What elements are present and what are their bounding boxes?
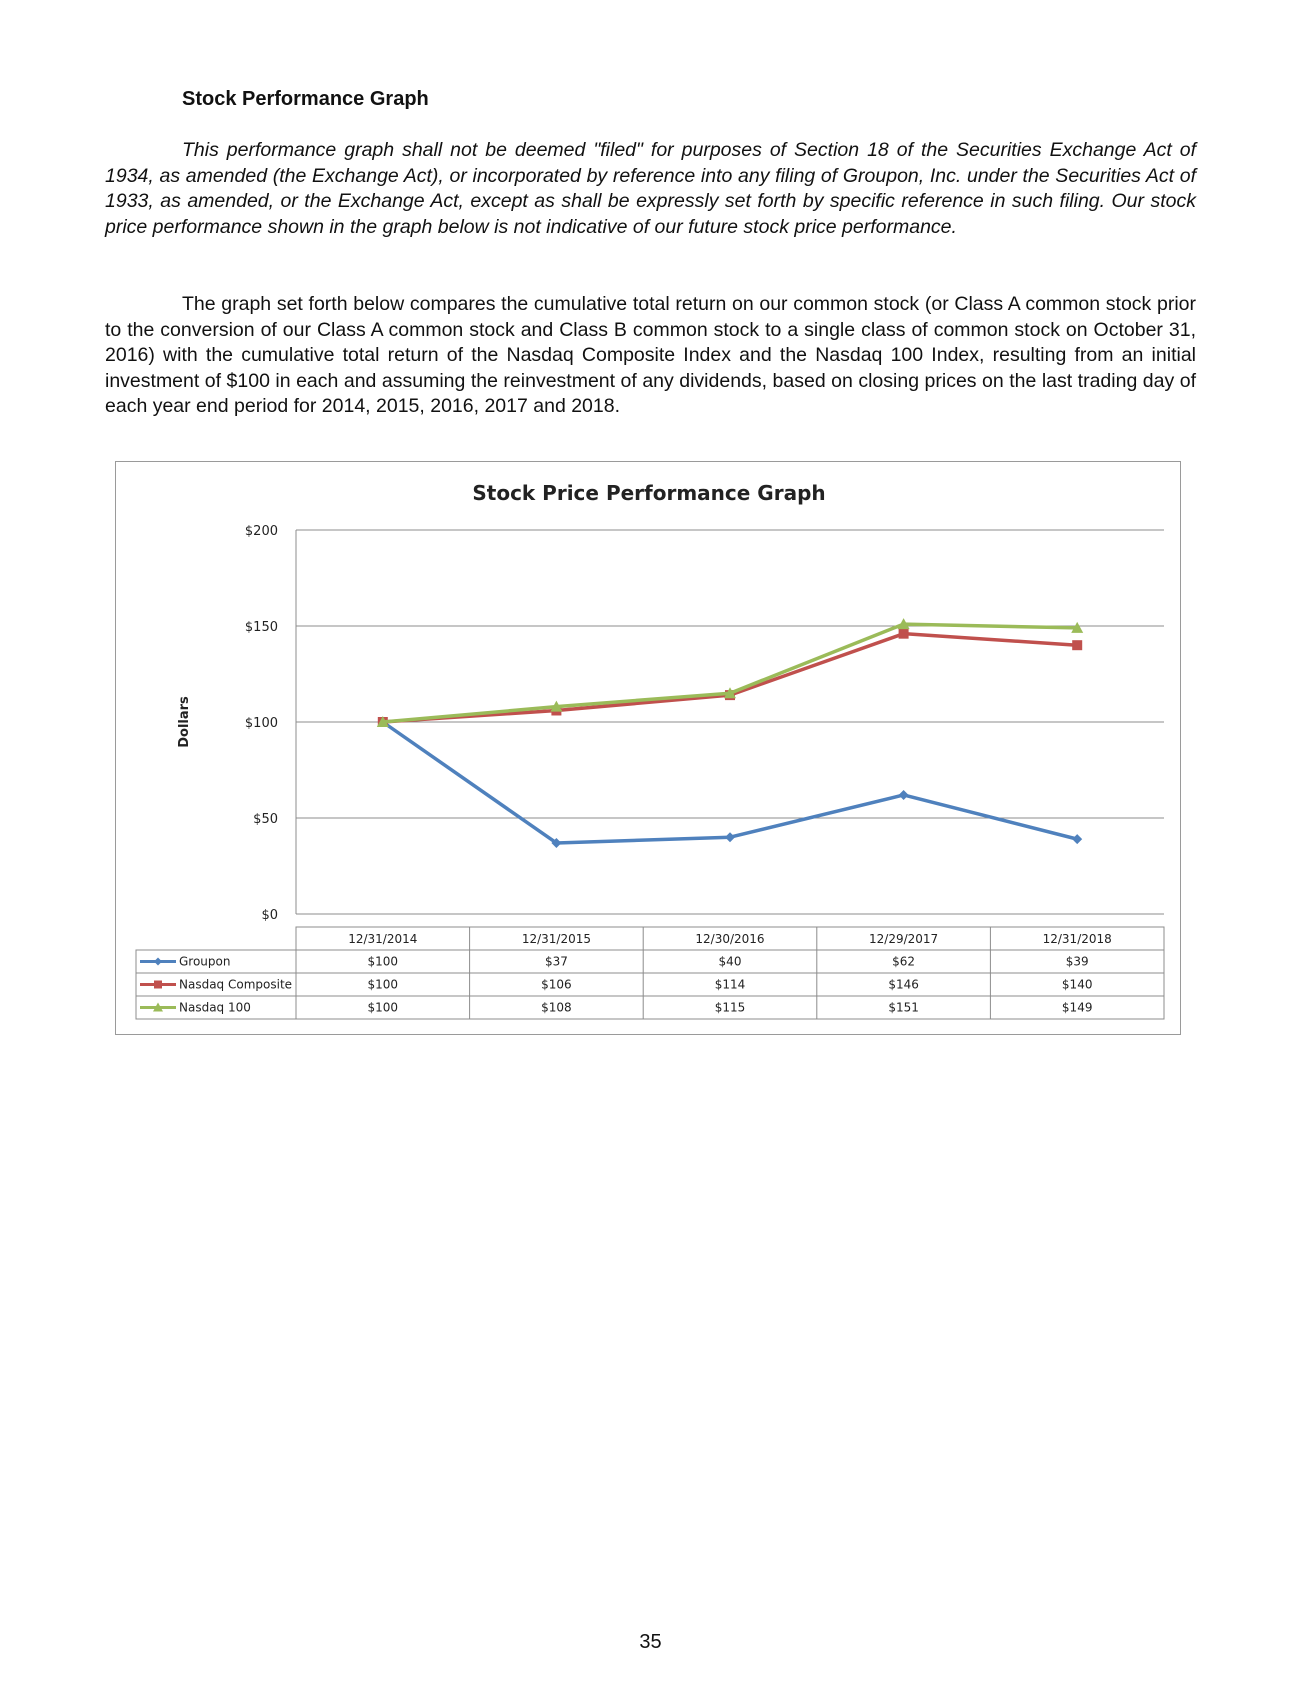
data-label: $40: [718, 954, 742, 969]
chart-svg: [116, 462, 1182, 1036]
data-point: [1072, 640, 1082, 650]
y-tick-label: $150: [244, 620, 278, 635]
x-tick-label: 12/29/2017: [869, 932, 939, 946]
y-tick-label: $50: [253, 812, 278, 827]
data-label: $114: [714, 977, 746, 992]
disclaimer-paragraph: This performance graph shall not be deemed "filed" for purposes of Section 18 of the Securities Exchange Act of 1934, as amended (the Exchange Act), or incorporated by reference into any filing of Groupon, Inc. under the Securities Act of 1933, as amended, or the Exchange Act, except as shall be expressly set forth by specific reference in such filing. Our stock price performance shown in the graph below is not indicative of our future stock price performance.: [105, 139, 1196, 238]
description-paragraph: The graph set forth below compares the cumulative total return on our common stock (or Class A common stock prior to the conversion of our Class A common stock and Class B common stock to a single class of common stock on October 31, 2016) with the cumulative total return of the Nasdaq Composite Index and the Nasdaq 100 Index, resulting from an initial investment of $100 in each and assuming the reinvestment of any dividends, based on closing prices on the last trading day of each year end period for 2014, 2015, 2016, 2017 and 2018.: [105, 293, 1196, 417]
data-label: $151: [888, 1000, 919, 1015]
y-tick-label: $100: [244, 716, 278, 731]
chart-title: Stock Price Performance Graph: [472, 481, 826, 505]
data-label: $100: [367, 977, 399, 992]
data-label: $115: [714, 1000, 746, 1015]
legend-label: Groupon: [179, 954, 231, 969]
data-point: [725, 832, 735, 842]
x-tick-label: 12/31/2014: [348, 932, 418, 946]
data-point: [1072, 834, 1082, 844]
data-label: $39: [1065, 954, 1089, 969]
data-point: [899, 629, 909, 639]
legend-key-marker: [154, 958, 162, 966]
legend-label: Nasdaq Composite: [179, 977, 293, 992]
page-number: 35: [639, 1631, 662, 1653]
y-tick-label: $200: [244, 524, 278, 539]
data-label: $37: [544, 954, 568, 969]
series-line: [383, 634, 1077, 722]
data-label: $108: [541, 1000, 572, 1015]
series-line: [383, 722, 1077, 843]
data-label: $140: [1061, 977, 1093, 992]
data-label: $106: [541, 977, 572, 992]
y-axis-label: Dollars: [177, 696, 192, 748]
data-label: $100: [367, 954, 399, 969]
data-label: $62: [892, 954, 916, 969]
legend-label: Nasdaq 100: [179, 1000, 251, 1015]
data-label: $100: [367, 1000, 399, 1015]
stock-performance-chart: [115, 461, 1181, 1035]
legend-key-marker: [154, 981, 162, 989]
data-point: [899, 790, 909, 800]
section-heading: Stock Performance Graph: [182, 88, 429, 110]
data-label: $146: [888, 977, 919, 992]
data-label: $149: [1061, 1000, 1093, 1015]
x-tick-label: 12/30/2016: [695, 932, 765, 946]
x-tick-label: 12/31/2018: [1042, 932, 1112, 946]
x-tick-label: 12/31/2015: [521, 932, 591, 946]
y-tick-label: $0: [261, 908, 278, 923]
